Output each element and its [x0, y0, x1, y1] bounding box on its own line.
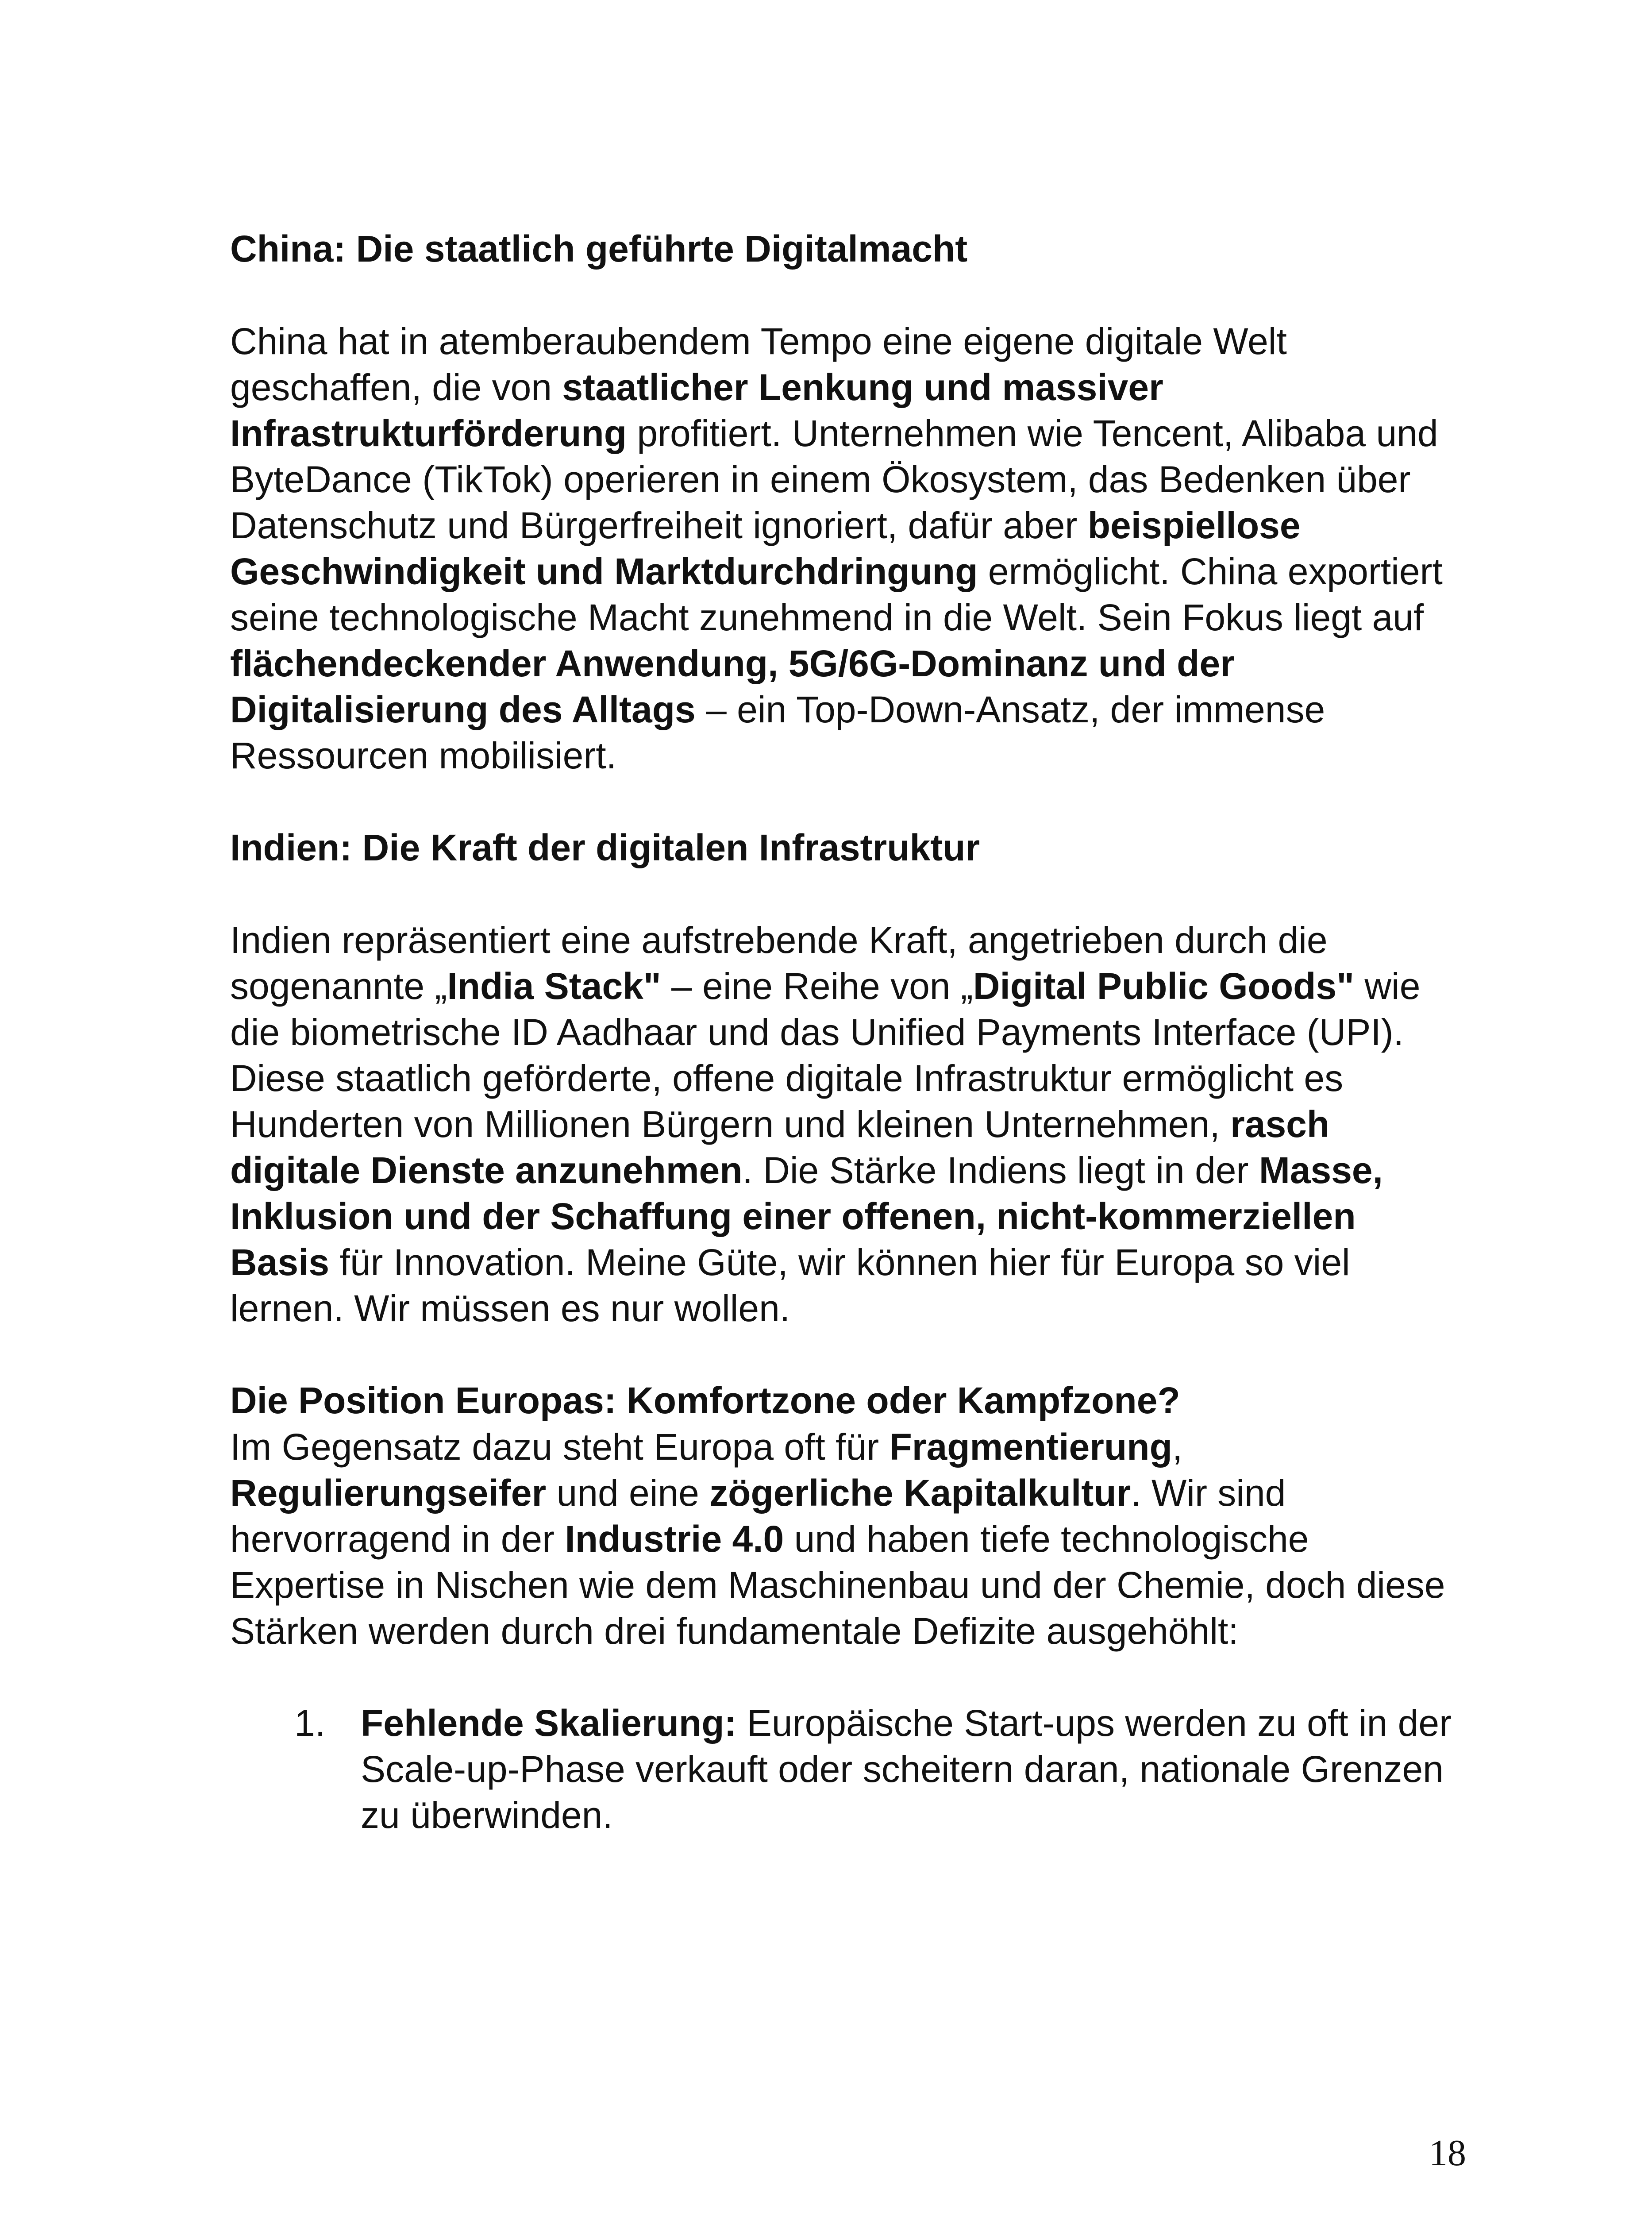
- bold-run: staatlicher Lenkung und massiver Infrastrukturförderung: [230, 366, 1163, 454]
- bold-run: India Stack": [447, 965, 661, 1007]
- text-run: Indien repräsentiert eine aufstrebende Kraft, angetrieben durch die sogenannte „: [230, 919, 1328, 1007]
- list-item-bold: Fehlende Skalierung:: [361, 1702, 737, 1744]
- text-run: für Innovation. Meine Güte, wir können hier für Europa so viel lernen. Wir müssen es nur wollen.: [230, 1241, 1350, 1329]
- list-item-text: Europäische Start-ups werden zu oft in der Scale-up-Phase verkauft oder scheitern daran, nationale Grenzen zu überwinden.: [361, 1702, 1452, 1836]
- text-run: Im Gegensatz dazu steht Europa oft für: [230, 1426, 890, 1468]
- text-run: – eine Reihe von „: [661, 965, 973, 1007]
- paragraph-india: [230, 917, 1460, 1331]
- page-content: [230, 226, 1460, 1838]
- bold-run: beispiellose Geschwindigkeit und Marktdurchdringung: [230, 505, 1301, 592]
- list-item-number: 1.: [294, 1702, 326, 1744]
- bold-run: Industrie 4.0: [565, 1518, 784, 1560]
- section-heading-china: China: Die staatlich geführte Digitalmacht: [230, 228, 968, 270]
- bold-run: flächendeckender Anwendung, 5G/6G-Dominanz und der Digitalisierung des Alltags: [230, 643, 1235, 730]
- bold-run: Digital Public Goods": [973, 965, 1355, 1007]
- text-run: und haben tiefe technologische Expertise in Nischen wie dem Maschinenbau und der Chemie, doch diese Stärken werden durch drei fundamentale Defizite ausgehöhlt:: [230, 1518, 1445, 1652]
- text-run: ermöglicht. China exportiert seine technologische Macht zunehmend in die Welt. Sein Fokus liegt auf: [230, 551, 1443, 638]
- text-run: ,: [1172, 1426, 1183, 1468]
- bold-run: zögerliche Kapitalkultur: [709, 1472, 1131, 1514]
- page-number: 18: [1429, 2132, 1466, 2174]
- text-run: – ein Top-Down-Ansatz, der immense Ressourcen mobilisiert.: [230, 689, 1325, 776]
- section-heading-europe: Die Position Europas: Komfortzone oder Kampfzone?: [230, 1380, 1180, 1421]
- text-run: profitiert. Unternehmen wie Tencent, Alibaba und ByteDance (TikTok) operieren in einem Ökosystem, das Bedenken über Datenschutz und Bürgerfreiheit ignoriert, dafür aber: [230, 413, 1438, 546]
- section-heading-india: Indien: Die Kraft der digitalen Infrastruktur: [230, 827, 980, 868]
- bold-run: rasch digitale Dienste anzunehmen: [230, 1103, 1330, 1191]
- bold-run: Regulierungseifer: [230, 1472, 547, 1514]
- deficits-list: [230, 1700, 1460, 1838]
- text-run: wie die biometrische ID Aadhaar und das Unified Payments Interface (UPI). Diese staatlich geförderte, offene digitale Infrastruktur ermöglicht es Hunderten von Millionen Bürgern und kleinen Unternehmen,: [230, 965, 1421, 1145]
- bold-run: Fragmentierung: [889, 1426, 1172, 1468]
- bold-run: Masse, Inklusion und der Schaffung einer offenen, nicht-kommerziellen Basis: [230, 1149, 1383, 1283]
- list-item: [230, 1700, 1460, 1838]
- text-run: . Wir sind hervorragend in der: [230, 1472, 1286, 1560]
- text-run: . Die Stärke Indiens liegt in der: [742, 1149, 1259, 1191]
- paragraph-china: [230, 318, 1460, 779]
- text-run: China hat in atemberaubendem Tempo eine eigene digitale Welt geschaffen, die von: [230, 320, 1287, 408]
- paragraph-europe: [230, 1424, 1460, 1654]
- text-run: und eine: [546, 1472, 710, 1514]
